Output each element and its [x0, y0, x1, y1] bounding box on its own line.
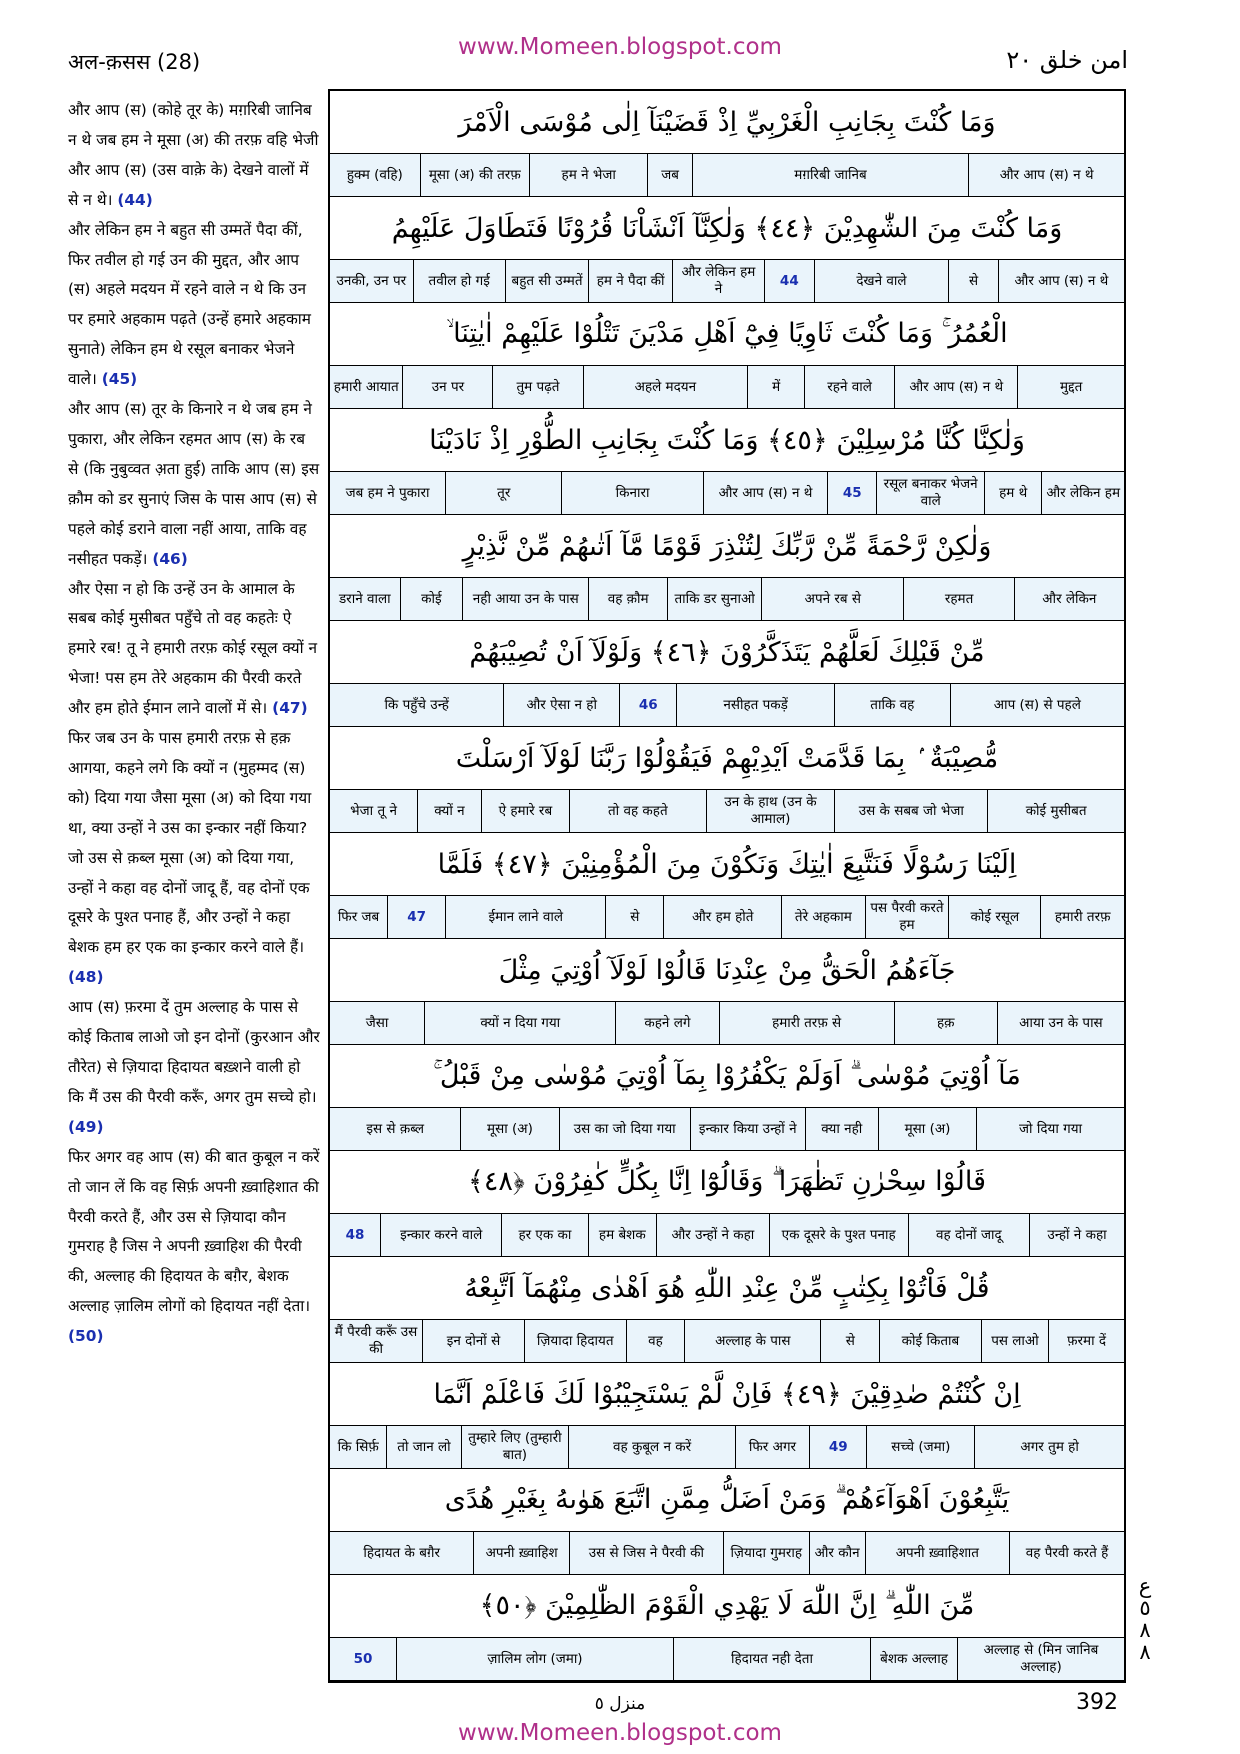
- gloss-verse-number: 45: [827, 472, 876, 514]
- translation-verse: फिर अगर वह आप (स) की बात कुबूल न करें तो जान लें कि वह सिर्फ़ अपनी ख़्वाहिशात की पैरवी करते हैं, और उस से ज़ियादा कौन गुमराह है जिस ने अपनी ख़्वाहिश की पैरवी की, अल्लाह की हिदायत के बग़ैर, बेशक अल्लाह ज़ालिम लोगों को हिदायत नहीं देता।: [68, 1147, 320, 1316]
- gloss-cell: हर एक का: [501, 1214, 587, 1256]
- gloss-cell: हमारी आयात: [333, 378, 399, 395]
- gloss-cell: तुम पढ़ते: [492, 366, 582, 408]
- arabic-ayah-line: وَمَا كُنْتَ بِجَانِبِ الْغَرْبِيِّ اِذْ قَضَيْنَآ اِلٰى مُوْسَى الْاَمْرَ: [458, 106, 996, 138]
- gloss-cell: पस पैरवी करते हम: [865, 896, 949, 938]
- verse-number: (50): [68, 1327, 104, 1346]
- arabic-ayah-line: قَالُوْا سِحْرٰنِ تَظٰهَرَا ۗ وَقَالُوْٓا اِنَّا بِكُلٍّ كٰفِرُوْنَ ﴿٤٨﴾: [468, 1166, 986, 1197]
- gloss-cell: भेजा तू ने: [350, 802, 397, 819]
- gloss-cell: देखने वाले: [814, 260, 949, 302]
- para-header-right: امن خلق ٢٠: [1006, 46, 1128, 74]
- translation-column: [68, 96, 320, 1680]
- gloss-cell: आप (स) से पहले: [950, 684, 1124, 726]
- gloss-cell: सच्चे (जमा): [866, 1426, 974, 1468]
- gloss-cell: नसीहत पकड़ें: [676, 684, 834, 726]
- gloss-cell: अपनी ख़्वाहिश: [473, 1532, 568, 1574]
- gloss-row: [330, 1001, 1124, 1045]
- gloss-cell: अगर तुम हो: [974, 1426, 1124, 1468]
- gloss-cell: ताकि वह: [834, 684, 950, 726]
- gloss-cell: तवील हो गई: [413, 260, 505, 302]
- gloss-cell: वह पैरवी करते हैं: [1009, 1532, 1124, 1574]
- gloss-cell: मूसा (अ) की तरफ़: [420, 154, 529, 196]
- gloss-cell: कोई मुसीबत: [987, 790, 1124, 832]
- gloss-cell: क्या नही: [805, 1108, 878, 1150]
- gloss-cell: से: [948, 260, 998, 302]
- translation-verse: और लेकिन हम ने बहुत सी उम्मतें पैदा कीं, फिर तवील हो गई उन की मुद्दत, और आप (स) अहले मदयन में रहने वाले न थे कि उन पर हमारे अहकाम पढ़ते (उन्हें हमारे अहकाम सुनाते) लेकिन हम थे रसूल बनाकर भेजने वाले।: [68, 220, 311, 389]
- gloss-cell: कोई रसूल: [948, 896, 1040, 938]
- gloss-cell: कि सिर्फ़: [337, 1438, 379, 1455]
- gloss-cell: अपनी ख़्वाहिशात: [865, 1532, 1009, 1574]
- manzil-label: منزل ٥: [594, 1694, 646, 1714]
- gloss-cell: पस लाओ: [981, 1320, 1048, 1362]
- gloss-cell: कहने लगे: [615, 1002, 718, 1044]
- arabic-ayah-line: اِنْ كُنْتُمْ صٰدِقِيْنَ ﴿٤٩﴾ فَاِنْ لَّمْ يَسْتَجِيْبُوْا لَكَ فَاعْلَمْ اَنَّمَا: [433, 1378, 1021, 1410]
- gloss-cell: किनारा: [561, 472, 702, 514]
- gloss-cell: उस के सबब जो भेजा: [834, 790, 987, 832]
- site-url-header[interactable]: www.Momeen.blogspot.com: [458, 34, 782, 60]
- gloss-row: [330, 365, 1124, 409]
- gloss-cell: मूसा (अ): [460, 1108, 558, 1150]
- gloss-cell: ईमान लाने वाले: [445, 896, 605, 938]
- gloss-cell: जब: [647, 154, 691, 196]
- gloss-cell: से: [605, 896, 663, 938]
- gloss-cell: इन्कार किया उन्हों ने: [690, 1108, 805, 1150]
- verse-number: (46): [152, 549, 188, 568]
- gloss-cell: तेरे अहकाम: [781, 896, 865, 938]
- gloss-cell: और लेकिन हम ने: [672, 260, 764, 302]
- gloss-cell: तुम्हारे लिए (तुम्हारी बात): [461, 1426, 569, 1468]
- translation-verse: फिर जब उन के पास हमारी तरफ़ से हक़ आगया, कहने लगे कि क्यों न (मुहम्मद (स) को) दिया गया जैसा मूसा (अ) को दिया गया था, क्या उन्हों ने उस का इन्कार नहीं किया? जो उस से क़ब्ल मूसा (अ) को दिया गया, उन्हों ने कहा वह दोनों जादू हैं, वह दोनों एक दूसरे के पुश्त पनाह हैं, और उन्हों ने कहा बेशक हम हर एक का इन्कार करने वाले हैं।: [68, 729, 312, 957]
- gloss-cell: और लेकिन हम: [1041, 472, 1124, 514]
- arabic-ayah-line: مِّنْ قَبْلِكَ لَعَلَّهُمْ يَتَذَكَّرُوْنَ ﴿٤٦﴾ وَلَوْلَآ اَنْ تُصِيْبَهُمْ: [469, 636, 985, 668]
- gloss-row: [330, 1213, 1124, 1257]
- gloss-cell: ज़ियादा हिदायत: [524, 1320, 626, 1362]
- gloss-cell: हम ने भेजा: [529, 154, 648, 196]
- arabic-ayah-line: وَلٰكِنَّا كُنَّا مُرْسِلِيْنَ ﴿٤٥﴾ وَمَا كُنْتَ بِجَانِبِ الطُّوْرِ اِذْ نَادَيْنَا: [429, 424, 1025, 456]
- gloss-cell: और हम होते: [663, 896, 781, 938]
- gloss-cell: तूर: [445, 472, 561, 514]
- gloss-cell: से: [820, 1320, 879, 1362]
- gloss-cell: मग़रिबी जानिब: [692, 154, 969, 196]
- gloss-row: [330, 1107, 1124, 1151]
- gloss-cell: तो वह कहते: [569, 790, 706, 832]
- gloss-verse-number: 47: [387, 896, 445, 938]
- gloss-row: [330, 683, 1124, 727]
- gloss-cell: हमारी तरफ़ से: [719, 1002, 894, 1044]
- gloss-row: [330, 789, 1124, 833]
- gloss-cell: रसूल बनाकर भेजने वाले: [876, 472, 984, 514]
- gloss-cell: क्यों न दिया गया: [424, 1002, 615, 1044]
- gloss-cell: हम ने पैदा कीं: [588, 260, 672, 302]
- gloss-cell: नही आया उन के पास: [462, 578, 588, 620]
- gloss-cell: ज़ियादा गुमराह: [723, 1532, 809, 1574]
- translation-verse: और आप (स) (कोहे तूर के) मग़रिबी जानिब न थे जब हम ने मूसा (अ) की तरफ़ वहि भेजी और आप (स) (उस वाक़े के) देखने वालों में से न थे।: [68, 101, 319, 209]
- gloss-cell: बहुत सी उम्मतें: [505, 260, 589, 302]
- gloss-cell: और आप (स) न थे: [894, 366, 1017, 408]
- gloss-row: [330, 259, 1124, 303]
- gloss-cell: और ऐसा न हो: [503, 684, 619, 726]
- gloss-row: [330, 471, 1124, 515]
- arabic-ayah-line: اِلَيْنَا رَسُوْلًا فَنَتَّبِعَ اٰيٰتِكَ وَنَكُوْنَ مِنَ الْمُؤْمِنِيْنَ ﴿٤٧﴾ فَلَمَّا: [437, 848, 1017, 880]
- gloss-cell: मूसा (अ): [878, 1108, 976, 1150]
- gloss-verse-number: 50: [353, 1650, 373, 1667]
- gloss-row: [330, 1425, 1124, 1469]
- page-number: 392: [1076, 1690, 1118, 1715]
- gloss-cell: फ़रमा दें: [1048, 1320, 1124, 1362]
- gloss-cell: उन्हों ने कहा: [1029, 1214, 1124, 1256]
- ruku-marker: ع ٥ ٨ ٨: [1138, 1574, 1152, 1664]
- gloss-cell: अहले मदयन: [583, 366, 748, 408]
- gloss-row: [330, 895, 1124, 939]
- gloss-row: [330, 1319, 1124, 1363]
- gloss-cell: हिदायत नही देता: [673, 1638, 870, 1680]
- gloss-cell: हमारी तरफ़: [1040, 896, 1124, 938]
- gloss-row: [330, 153, 1124, 197]
- gloss-cell: और आप (स) न थे: [703, 472, 828, 514]
- arabic-ayah-line: قُلْ فَاْتُوْا بِكِتٰبٍ مِّنْ عِنْدِ اللّٰهِ هُوَ اَهْدٰى مِنْهُمَآ اَتَّبِعْهُ: [464, 1272, 990, 1304]
- arabic-ayah-line: وَمَا كُنْتَ مِنَ الشّٰهِدِيْنَ ﴿٤٤﴾ وَلٰكِنَّآ اَنْشَاْنَا قُرُوْنًا فَتَطَاوَلَ عَلَيْهِمُ: [391, 212, 1063, 244]
- gloss-cell: ऐ हमारे रब: [481, 790, 569, 832]
- gloss-cell: जो दिया गया: [976, 1108, 1124, 1150]
- gloss-cell: इन दोनों से: [422, 1320, 524, 1362]
- gloss-verse-number: 49: [809, 1426, 866, 1468]
- gloss-cell: जैसा: [365, 1014, 389, 1031]
- gloss-verse-number: 44: [764, 260, 814, 302]
- gloss-cell: हम बेशक: [588, 1214, 657, 1256]
- arabic-ayah-line: الْعُمُرُ ۚ وَمَا كُنْتَ ثَاوِيًا فِيْٓ اَهْلِ مَدْيَنَ تَتْلُوْا عَلَيْهِمْ اٰيٰتِنَا ۙ: [446, 318, 1008, 349]
- gloss-cell: कोई किताब: [879, 1320, 981, 1362]
- gloss-cell: ज़ालिम लोग (जमा): [396, 1638, 673, 1680]
- translation-verse: और ऐसा न हो कि उन्हें उन के आमाल के सबब कोई मुसीबत पहुँचे तो वह कहतेः ऐ हमारे रब! तू ने हमारी तरफ़ कोई रसूल क्यों न भेजा! पस हम तेरे अहकाम की पैरवी करते और हम होते ईमान लाने वालों में से।: [68, 579, 318, 718]
- gloss-cell: कोई: [400, 578, 463, 620]
- gloss-cell: तो जान लो: [386, 1426, 460, 1468]
- gloss-verse-number: 46: [619, 684, 676, 726]
- gloss-cell: वह: [626, 1320, 685, 1362]
- arabic-ayah-line: مُّصِيْبَةٌ ۢ بِمَا قَدَّمَتْ اَيْدِيْهِمْ فَيَقُوْلُوْا رَبَّنَا لَوْلَآ اَرْسَلْتَ: [455, 742, 999, 774]
- translation-verse: और आप (स) तूर के किनारे न थे जब हम ने पुकारा, और लेकिन रहमत आप (स) के रब से (कि नुबुव्वत अ़ता हुई) ताकि आप (स) इस क़ौम को डर सुनाएं जिस के पास आप (स) से पहले कोई डराने वाला नहीं आया, ताकि वह नसीहत पकड़ें।: [68, 400, 320, 568]
- surah-header-left: अल-क़सस (28): [68, 50, 201, 74]
- gloss-cell: हिदायत के बग़ैर: [363, 1544, 441, 1561]
- gloss-verse-number: 48: [345, 1226, 365, 1243]
- gloss-cell: अपने रब से: [761, 578, 903, 620]
- gloss-cell: हुक्म (वहि): [346, 166, 403, 183]
- gloss-cell: उन पर: [402, 366, 492, 408]
- arabic-ayah-line: يَتَّبِعُوْنَ اَهْوَآءَهُمْ ۗ وَمَنْ اَضَلُّ مِمَّنِ اتَّبَعَ هَوٰىهُ بِغَيْرِ هُدًى: [444, 1484, 1010, 1515]
- gloss-cell: मुद्दत: [1017, 366, 1124, 408]
- verse-number: (48): [68, 968, 104, 987]
- gloss-cell: हम थे: [984, 472, 1041, 514]
- gloss-cell: क्यों न: [417, 790, 481, 832]
- verse-number: (47): [272, 699, 308, 718]
- gloss-cell: उस से जिस ने पैरवी की: [569, 1532, 723, 1574]
- verse-number: (49): [68, 1117, 104, 1136]
- gloss-cell: में: [747, 366, 804, 408]
- gloss-cell: एक दूसरे के पुश्त पनाह: [769, 1214, 908, 1256]
- verse-number: (45): [101, 370, 138, 389]
- gloss-cell: रहमत: [903, 578, 1013, 620]
- gloss-cell: अल्लाह से (मिन जानिब अल्लाह): [957, 1638, 1124, 1680]
- gloss-cell: उस का जो दिया गया: [559, 1108, 690, 1150]
- arabic-ayah-line: مِّنَ اللّٰهِ ۗ اِنَّ اللّٰهَ لَا يَهْدِي الْقَوْمَ الظّٰلِمِيْنَ ﴿٥٠﴾: [479, 1590, 975, 1621]
- gloss-cell: अल्लाह के पास: [684, 1320, 820, 1362]
- gloss-cell: इन्कार करने वाले: [380, 1214, 501, 1256]
- gloss-cell: जब हम ने पुकारा: [345, 484, 430, 501]
- gloss-cell: इस से क़ब्ल: [366, 1120, 425, 1137]
- gloss-cell: उन के हाथ (उन के आमाल): [706, 790, 835, 832]
- translation-verse: आप (स) फ़रमा दें तुम अल्लाह के पास से कोई किताब लाओ जो इन दोनों (कुरआन और तौरेत) से ज़ियादा हिदायत बख़्शने वाली हो कि मैं उस की पैरवी करूँ, अगर तुम सच्चे हो।: [68, 998, 320, 1106]
- gloss-cell: फिर अगर: [735, 1426, 809, 1468]
- gloss-cell: वह कुबूल न करें: [568, 1426, 735, 1468]
- gloss-row: [330, 1531, 1124, 1575]
- gloss-cell: और उन्हों ने कहा: [656, 1214, 769, 1256]
- gloss-cell: कि पहुँचे उन्हें: [384, 696, 449, 713]
- gloss-cell: रहने वाले: [804, 366, 894, 408]
- gloss-cell: उनकी, उन पर: [336, 272, 407, 289]
- arabic-ayah-line: وَلٰكِنْ رَّحْمَةً مِّنْ رَّبِّكَ لِتُنْذِرَ قَوْمًا مَّآ اَتٰىهُمْ مِّنْ نَّذِيْرٍ: [462, 530, 992, 562]
- gloss-cell: हक़: [894, 1002, 997, 1044]
- word-by-word-panel: [328, 89, 1126, 1683]
- verse-number: (44): [117, 190, 153, 209]
- gloss-row: [330, 1637, 1124, 1681]
- gloss-cell: वह दोनों जादू: [908, 1214, 1029, 1256]
- gloss-cell: बेशक अल्लाह: [870, 1638, 957, 1680]
- site-url-footer[interactable]: www.Momeen.blogspot.com: [458, 1720, 782, 1746]
- gloss-cell: और आप (स) न थे: [998, 260, 1124, 302]
- gloss-cell: डराने वाला: [338, 590, 391, 607]
- gloss-cell: वह क़ौम: [588, 578, 667, 620]
- gloss-cell: मैं पैरवी करूँ उस की: [334, 1324, 418, 1357]
- gloss-cell: फिर जब: [337, 908, 380, 925]
- arabic-ayah-line: مَآ اُوْتِيَ مُوْسٰى ۗ اَوَلَمْ يَكْفُرُوْا بِمَآ اُوْتِيَ مُوْسٰى مِنْ قَبْلُ ۚ: [433, 1060, 1021, 1091]
- gloss-cell: और लेकिन: [1014, 578, 1124, 620]
- gloss-row: [330, 577, 1124, 621]
- gloss-cell: आया उन के पास: [997, 1002, 1124, 1044]
- gloss-cell: और कौन: [809, 1532, 865, 1574]
- arabic-ayah-line: جَآءَهُمُ الْحَقُّ مِنْ عِنْدِنَا قَالُوْا لَوْلَآ اُوْتِيَ مِثْلَ: [498, 954, 956, 986]
- gloss-cell: और आप (स) न थे: [968, 154, 1124, 196]
- gloss-cell: ताकि डर सुनाओ: [667, 578, 761, 620]
